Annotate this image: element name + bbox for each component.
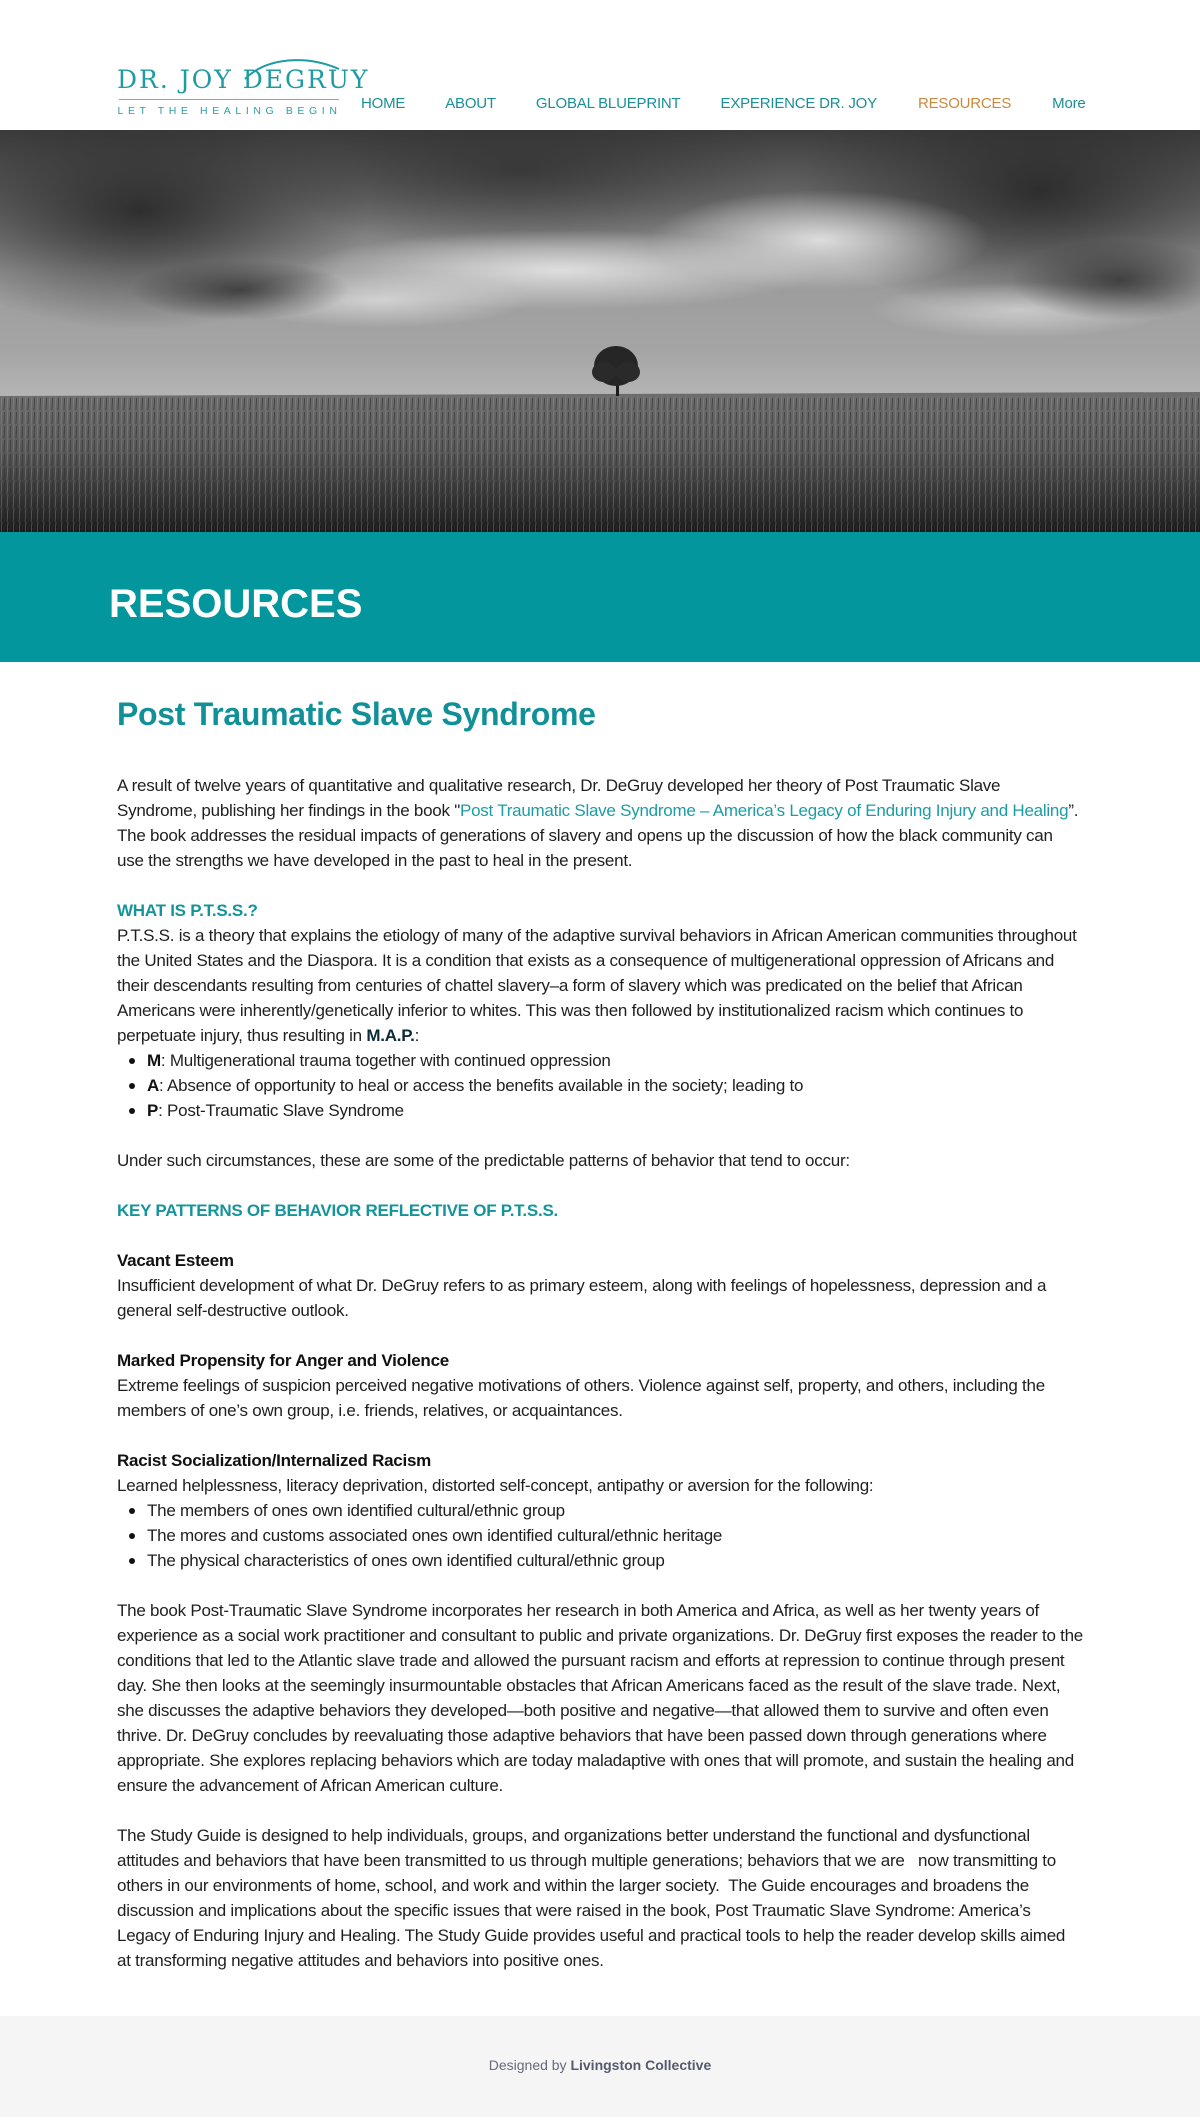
nav-more[interactable]: More (1052, 95, 1086, 112)
main-nav (361, 95, 1086, 112)
logo-divider (119, 99, 339, 100)
list-item (117, 1073, 1083, 1098)
what-is-ptss-paragraph (117, 923, 1083, 1048)
nav-resources[interactable]: RESOURCES (917, 95, 1012, 112)
map-list (117, 1048, 1083, 1123)
logo-tagline: LET THE HEALING BEGIN (117, 105, 342, 117)
intro-paragraph (117, 773, 1083, 873)
map-colon: : (414, 1026, 420, 1045)
pattern-title-anger-violence: Marked Propensity for Anger and Violence (117, 1351, 449, 1370)
page-title: Post Traumatic Slave Syndrome (117, 696, 596, 732)
nav-about[interactable]: ABOUT (445, 95, 496, 112)
what-is-ptss-heading: WHAT IS P.T.S.S.? (117, 901, 258, 920)
map-letter: M (147, 1051, 161, 1070)
site-header (0, 0, 1200, 130)
map-text: : Absence of opportunity to heal or access the benefits available in the society; leading to (159, 1076, 804, 1095)
pattern-body: Extreme feelings of suspicion perceived negative motivations of others. Violence against self, property, and others, including the members of one’s own group, i.e. friends, relatives, or acquaintances. (117, 1376, 1045, 1420)
footer-credit (0, 2057, 1200, 2073)
list-item (117, 1098, 1083, 1123)
banner-title: RESOURCES (109, 582, 363, 626)
designer-link[interactable]: Livingston Collective (570, 2057, 712, 2073)
circumstances-paragraph: Under such circumstances, these are some of the predictable patterns of behavior that tend to occur: (117, 1151, 850, 1170)
logo-name: DR. JOY DEGRUY (117, 65, 370, 94)
list-item: The mores and customs associated ones own identified cultural/ethnic heritage (117, 1523, 1083, 1548)
nav-global-blueprint[interactable]: GLOBAL BLUEPRINT (535, 95, 681, 112)
footer-prefix: Designed by (488, 2057, 571, 2073)
nav-experience-dr-joy[interactable]: EXPERIENCE DR. JOY (720, 95, 877, 112)
pattern-body: Insufficient development of what Dr. DeGruy refers to as primary esteem, along with feelings of hopelessness, depression and a general self-destructive outlook. (117, 1276, 1047, 1320)
map-text: : Post-Traumatic Slave Syndrome (158, 1101, 404, 1120)
map-label: M.A.P. (366, 1026, 415, 1045)
landscape-tree-icon (0, 130, 1200, 532)
pattern-title-vacant-esteem: Vacant Esteem (117, 1251, 234, 1270)
intro-text: A result of twelve years of quantitative and qualitative research, Dr. DeGruy developed her theory of Post Traumatic Slave Syndrome, publishing her findings in the book " (117, 776, 1001, 820)
map-text: : Multigenerational trauma together with continued oppression (160, 1051, 611, 1070)
main-content (0, 696, 1200, 1973)
page-banner (0, 532, 1200, 662)
hero-image (0, 130, 1200, 532)
list-item: The physical characteristics of ones own identified cultural/ethnic group (117, 1548, 1083, 1573)
ptss-body: P.T.S.S. is a theory that explains the etiology of many of the adaptive survival behaviors in African American communities throughout the United States and the Diaspora. It is a condition that exists as a consequence of multigenerational oppression of Africans and their descendants resulting from centuries of chattel slavery–a form of slavery which was predicated on the belief that African Americans were inherently/genetically inferior to whites. This was then followed by institutionalized racism which continues to perpetuate injury, thus resulting in (117, 926, 1077, 1045)
book-paragraph: The book Post-Traumatic Slave Syndrome incorporates her research in both America and Africa, as well as her twenty years of experience as a social work practitioner and consultant to public and private organizations. Dr. DeGruy first exposes the reader to the conditions that led to the Atlantic slave trade and allowed the pursuant racism and efforts at repression to continue through present day. She then looks at the seemingly insurmountable obstacles that African Americans faced as the result of the slave trade. Next, she discusses the adaptive behaviors they developed—both positive and negative—that allowed them to survive and often even thrive. Dr. DeGruy concludes by reevaluating those adaptive behaviors that have been passed down through generations where appropriate. She explores replacing behaviors which are today maladaptive with ones that will promote, and sustain the healing and ensure the advancement of African American culture. (117, 1601, 1097, 1795)
site-logo[interactable] (117, 55, 370, 120)
aversion-list (117, 1498, 1083, 1573)
list-item: The members of ones own identified cultural/ethnic group (117, 1498, 1083, 1523)
pattern-body: Learned helplessness, literacy deprivation, distorted self-concept, antipathy or aversion for the following: (117, 1476, 874, 1495)
pattern-title-racist-socialization: Racist Socialization/Internalized Racism (117, 1451, 432, 1470)
list-item (117, 1048, 1083, 1073)
nav-home[interactable]: HOME (361, 95, 406, 112)
map-letter: P (147, 1101, 159, 1120)
key-patterns-heading: KEY PATTERNS OF BEHAVIOR REFLECTIVE OF P.T.S.S. (117, 1201, 559, 1220)
intro-text-end: ”. The book addresses the residual impacts of generations of slavery and opens up the discussion of how the black community can use the strengths we have developed in the past to heal in the present. (117, 801, 1079, 870)
study-guide-paragraph: The Study Guide is designed to help individuals, groups, and organizations better understand the functional and dysfunctional attitudes and behaviors that have been transmitted to us through multiple generations; behaviors that we are now transmitting to others in our environments of home, school, and work and within the larger society. The Guide encourages and broadens the discussion and implications about the specific issues that were raised in the book, Post Traumatic Slave Syndrome: America’s Legacy of Enduring Injury and Healing. The Study Guide provides useful and practical tools to help the reader develop skills aimed at transforming negative attitudes and behaviors into positive ones. (117, 1826, 1070, 1970)
book-link[interactable]: Post Traumatic Slave Syndrome – America’s Legacy of Enduring Injury and Healing (460, 801, 1069, 820)
map-letter: A (147, 1076, 160, 1095)
site-footer (0, 2016, 1200, 2117)
